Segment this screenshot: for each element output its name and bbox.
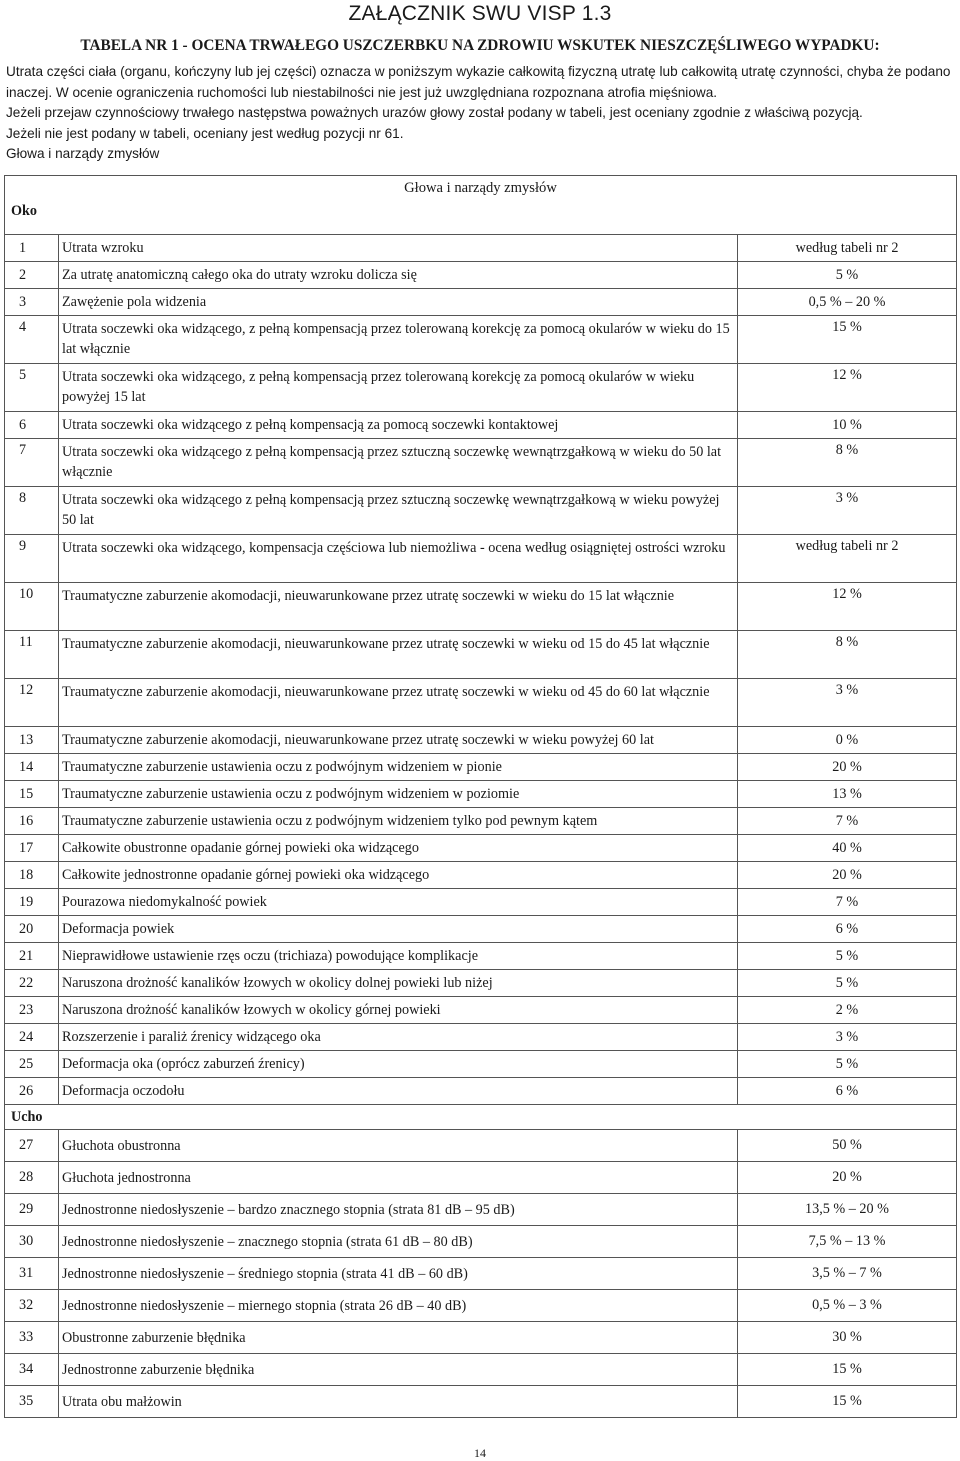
row-number: 35 [5, 1386, 59, 1418]
table-row [5, 316, 957, 364]
table-row [5, 439, 957, 487]
row-value: 20 % [738, 754, 957, 781]
table-row [5, 1290, 957, 1322]
row-value: 15 % [738, 1386, 957, 1418]
row-description: Traumatyczne zaburzenie akomodacji, nieuwarunkowane przez utratę soczewki w wieku powyżej 60 lat [59, 727, 738, 754]
row-number: 14 [5, 754, 59, 781]
row-value: 10 % [738, 412, 957, 439]
row-description: Utrata soczewki oka widzącego, z pełną kompensacją przez tolerowaną korekcję za pomocą okularów w wieku powyżej 15 lat [59, 364, 738, 412]
row-number: 15 [5, 781, 59, 808]
row-description: Obustronne zaburzenie błędnika [59, 1322, 738, 1354]
row-value: według tabeli nr 2 [738, 535, 957, 583]
page-number: 14 [474, 1446, 486, 1460]
row-number: 2 [5, 262, 59, 289]
row-value: 0 % [738, 727, 957, 754]
row-description: Jednostronne niedosłyszenie – bardzo znacznego stopnia (strata 81 dB – 95 dB) [59, 1194, 738, 1226]
row-description: Traumatyczne zaburzenie ustawienia oczu z podwójnym widzeniem tylko pod pewnym kątem [59, 808, 738, 835]
table-row [5, 262, 957, 289]
table-row [5, 289, 957, 316]
row-number: 13 [5, 727, 59, 754]
table-row [5, 1130, 957, 1162]
row-number: 6 [5, 412, 59, 439]
row-value: 6 % [738, 1078, 957, 1105]
group-label-ucho: Ucho [5, 1105, 957, 1130]
row-number: 34 [5, 1354, 59, 1386]
row-description: Traumatyczne zaburzenie ustawienia oczu z podwójnym widzeniem w poziomie [59, 781, 738, 808]
table-row [5, 943, 957, 970]
table-row [5, 487, 957, 535]
table-row [5, 679, 957, 727]
row-value: 20 % [738, 862, 957, 889]
row-value: 3 % [738, 1024, 957, 1051]
row-description: Utrata obu małżowin [59, 1386, 738, 1418]
row-description: Rozszerzenie i paraliż źrenicy widzącego oka [59, 1024, 738, 1051]
row-description: Całkowite obustronne opadanie górnej powieki oka widzącego [59, 835, 738, 862]
table-row [5, 808, 957, 835]
row-value: 7 % [738, 808, 957, 835]
table-row [5, 535, 957, 583]
row-description: Utrata soczewki oka widzącego z pełną kompensacją za pomocą soczewki kontaktowej [59, 412, 738, 439]
group-label-oko: Oko [11, 203, 38, 219]
row-description: Za utratę anatomiczną całego oka do utraty wzroku dolicza się [59, 262, 738, 289]
row-value: 7 % [738, 889, 957, 916]
row-value: 5 % [738, 943, 957, 970]
row-number: 20 [5, 916, 59, 943]
row-number: 30 [5, 1226, 59, 1258]
row-description: Utrata soczewki oka widzącego, kompensacja częściowa lub niemożliwa - ocena według osiągniętej ostrości wzroku [59, 535, 738, 583]
row-description: Deformacja oczodołu [59, 1078, 738, 1105]
row-description: Utrata soczewki oka widzącego z pełną kompensacją przez sztuczną soczewkę wewnątrzgałkową w wieku powyżej 50 lat [59, 487, 738, 535]
table-row [5, 997, 957, 1024]
row-number: 5 [5, 364, 59, 412]
row-value: 20 % [738, 1162, 957, 1194]
table-row [5, 754, 957, 781]
row-value: 5 % [738, 262, 957, 289]
row-number: 21 [5, 943, 59, 970]
row-description: Pourazowa niedomykalność powiek [59, 889, 738, 916]
row-description: Deformacja powiek [59, 916, 738, 943]
table-row [5, 862, 957, 889]
row-number: 12 [5, 679, 59, 727]
row-number: 7 [5, 439, 59, 487]
row-value: 13,5 % – 20 % [738, 1194, 957, 1226]
row-number: 10 [5, 583, 59, 631]
row-value: 0,5 % – 20 % [738, 289, 957, 316]
row-value: 50 % [738, 1130, 957, 1162]
row-number: 27 [5, 1130, 59, 1162]
row-description: Traumatyczne zaburzenie akomodacji, nieuwarunkowane przez utratę soczewki w wieku do 15 lat włącznie [59, 583, 738, 631]
intro-paragraph-2: Jeżeli przejaw czynnościowy trwałego następstwa poważnych urazów głowy został podany w tabeli, jest oceniany zgodnie z właściwą pozycją. [6, 105, 863, 120]
table-row [5, 1024, 957, 1051]
row-description: Głuchota obustronna [59, 1130, 738, 1162]
table-row [5, 1078, 957, 1105]
row-number: 16 [5, 808, 59, 835]
row-description: Deformacja oka (oprócz zaburzeń źrenicy) [59, 1051, 738, 1078]
row-value: 30 % [738, 1322, 957, 1354]
row-description: Jednostronne zaburzenie błędnika [59, 1354, 738, 1386]
table-header-row [5, 176, 957, 235]
row-number: 4 [5, 316, 59, 364]
table-row [5, 235, 957, 262]
row-number: 22 [5, 970, 59, 997]
row-description: Traumatyczne zaburzenie ustawienia oczu z podwójnym widzeniem w pionie [59, 754, 738, 781]
row-value: 7,5 % – 13 % [738, 1226, 957, 1258]
row-value: 5 % [738, 1051, 957, 1078]
table-row [5, 1162, 957, 1194]
intro-paragraph-3: Jeżeli nie jest podany w tabeli, oceniany jest według pozycji nr 61. [6, 125, 404, 141]
table-row [5, 631, 957, 679]
row-number: 3 [5, 289, 59, 316]
row-value: 2 % [738, 997, 957, 1024]
row-number: 1 [5, 235, 59, 262]
row-number: 29 [5, 1194, 59, 1226]
table-row [5, 916, 957, 943]
table-row [5, 1354, 957, 1386]
row-description: Utrata wzroku [59, 235, 738, 262]
intro-text [6, 62, 956, 165]
row-number: 31 [5, 1258, 59, 1290]
row-number: 26 [5, 1078, 59, 1105]
row-number: 28 [5, 1162, 59, 1194]
row-description: Zawężenie pola widzenia [59, 289, 738, 316]
row-description: Głuchota jednostronna [59, 1162, 738, 1194]
table-header-title: Głowa i narządy zmysłów [404, 180, 557, 196]
annex-title: ZAŁĄCZNIK SWU VISP 1.3 [348, 2, 612, 25]
row-number: 8 [5, 487, 59, 535]
row-number: 24 [5, 1024, 59, 1051]
table-row [5, 1226, 957, 1258]
table-row [5, 1322, 957, 1354]
row-description: Traumatyczne zaburzenie akomodacji, nieuwarunkowane przez utratę soczewki w wieku od 15 do 45 lat włącznie [59, 631, 738, 679]
row-value: 13 % [738, 781, 957, 808]
table-row [5, 1051, 957, 1078]
row-description: Utrata soczewki oka widzącego z pełną kompensacją przez sztuczną soczewkę wewnątrzgałkową w wieku do 50 lat włącznie [59, 439, 738, 487]
table-row [5, 889, 957, 916]
row-value: 15 % [738, 316, 957, 364]
row-description: Naruszona drożność kanalików łzowych w okolicy dolnej powieki lub niżej [59, 970, 738, 997]
row-description: Traumatyczne zaburzenie akomodacji, nieuwarunkowane przez utratę soczewki w wieku od 45 do 60 lat włącznie [59, 679, 738, 727]
row-description: Naruszona drożność kanalików łzowych w okolicy górnej powieki [59, 997, 738, 1024]
table-row [5, 970, 957, 997]
row-number: 25 [5, 1051, 59, 1078]
row-value: 3 % [738, 679, 957, 727]
row-value: według tabeli nr 2 [738, 235, 957, 262]
table-title: TABELA NR 1 - OCENA TRWAŁEGO USZCZERBKU NA ZDROWIU WSKUTEK NIESZCZĘŚLIWEGO WYPADKU: [80, 37, 880, 54]
row-value: 15 % [738, 1354, 957, 1386]
row-value: 8 % [738, 631, 957, 679]
group-row-ucho [5, 1105, 957, 1130]
row-number: 19 [5, 889, 59, 916]
row-description: Jednostronne niedosłyszenie – miernego stopnia (strata 26 dB – 40 dB) [59, 1290, 738, 1322]
row-value: 40 % [738, 835, 957, 862]
row-value: 6 % [738, 916, 957, 943]
table-row [5, 781, 957, 808]
row-value: 8 % [738, 439, 957, 487]
row-number: 33 [5, 1322, 59, 1354]
row-number: 23 [5, 997, 59, 1024]
injury-table [4, 175, 957, 1418]
row-description: Całkowite jednostronne opadanie górnej powieki oka widzącego [59, 862, 738, 889]
row-number: 11 [5, 631, 59, 679]
row-number: 17 [5, 835, 59, 862]
row-value: 3,5 % – 7 % [738, 1258, 957, 1290]
row-value: 0,5 % – 3 % [738, 1290, 957, 1322]
row-description: Jednostronne niedosłyszenie – znacznego stopnia (strata 61 dB – 80 dB) [59, 1226, 738, 1258]
intro-paragraph-1: Utrata części ciała (organu, kończyny lub jej części) oznacza w poniższym wykazie całkowitą fizyczną utratę lub całkowitą utratę czynności, chyba że podano inaczej. W ocenie ograniczenia ruchomości lub niestabilności nie jest już uwzględniana rozpoznana atrofia mięśniowa. [6, 64, 951, 100]
row-number: 9 [5, 535, 59, 583]
section-label: Głowa i narządy zmysłów [6, 146, 160, 161]
table-row [5, 1194, 957, 1226]
table-row [5, 364, 957, 412]
row-description: Utrata soczewki oka widzącego, z pełną kompensacją przez tolerowaną korekcję za pomocą okularów w wieku do 15 lat włącznie [59, 316, 738, 364]
row-description: Nieprawidłowe ustawienie rzęs oczu (trichiaza) powodujące komplikacje [59, 943, 738, 970]
row-description: Jednostronne niedosłyszenie – średniego stopnia (strata 41 dB – 60 dB) [59, 1258, 738, 1290]
table-row [5, 583, 957, 631]
table-row [5, 835, 957, 862]
row-value: 3 % [738, 487, 957, 535]
table-row [5, 1386, 957, 1418]
row-value: 5 % [738, 970, 957, 997]
table-row [5, 727, 957, 754]
row-number: 32 [5, 1290, 59, 1322]
table-row [5, 412, 957, 439]
row-value: 12 % [738, 583, 957, 631]
row-value: 12 % [738, 364, 957, 412]
table-row [5, 1258, 957, 1290]
row-number: 18 [5, 862, 59, 889]
